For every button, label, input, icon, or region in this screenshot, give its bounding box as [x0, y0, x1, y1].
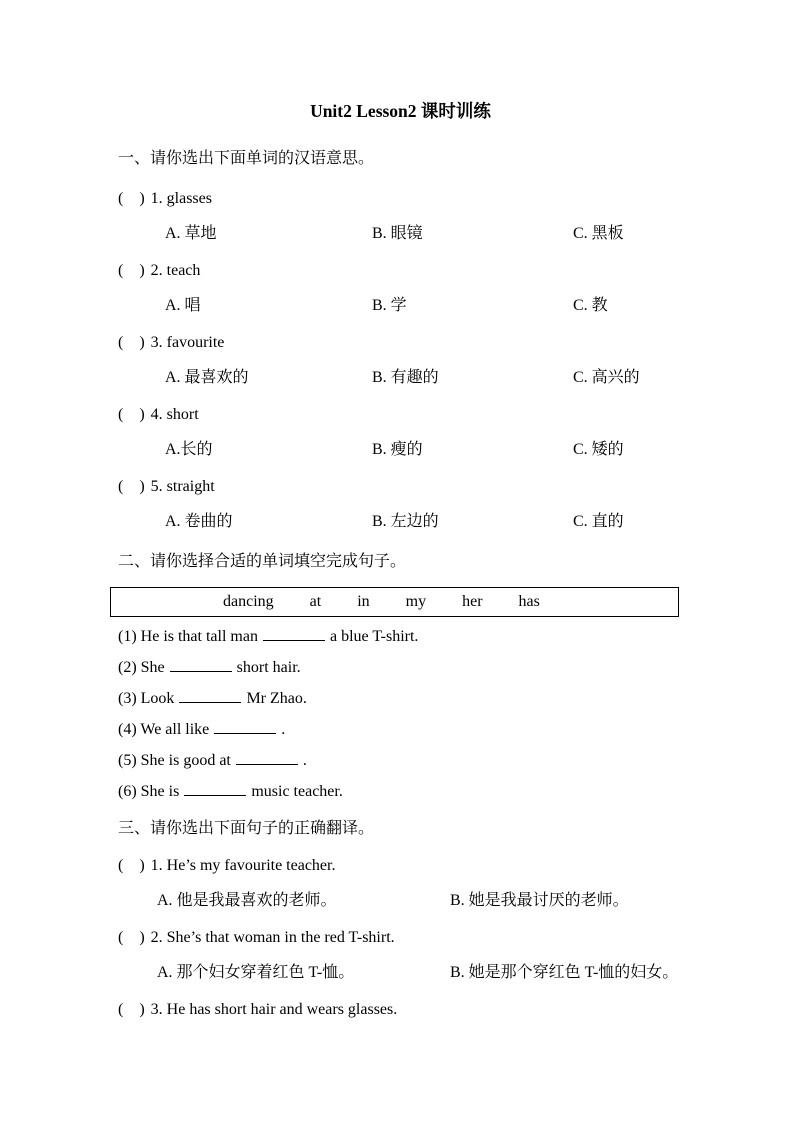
sentence-post: . — [302, 752, 307, 769]
answer-parens[interactable]: ( ) — [118, 478, 145, 495]
option-a: A. 最喜欢的 — [165, 369, 249, 386]
sentence-line — [118, 657, 683, 679]
sentence-pre: (6) She is — [118, 783, 180, 800]
option-c: C. 黑板 — [573, 225, 624, 242]
option-a: A.长的 — [165, 441, 213, 458]
word-bank-box — [110, 587, 679, 617]
page-title: Unit2 Lesson2 课时训练 — [310, 101, 491, 121]
options-row — [118, 223, 683, 245]
question-stem: 5. straight — [150, 478, 215, 495]
options-row — [118, 962, 683, 984]
answer-parens[interactable]: ( ) — [118, 190, 145, 207]
answer-parens[interactable]: ( ) — [118, 262, 145, 279]
option-c: C. 高兴的 — [573, 369, 640, 386]
option-a: A. 卷曲的 — [165, 513, 233, 530]
question-line — [118, 260, 683, 282]
options-row — [118, 295, 683, 317]
question-stem: 2. She’s that woman in the red T-shirt. — [150, 929, 395, 946]
sentence-pre: (5) She is good at — [118, 752, 231, 769]
question-stem: 1. glasses — [150, 190, 212, 207]
sentence-line — [118, 781, 683, 803]
fill-blank[interactable] — [263, 626, 325, 641]
options-row — [118, 890, 683, 912]
sentence-post: . — [281, 721, 286, 738]
options-row — [118, 511, 683, 533]
option-b: B. 有趣的 — [372, 369, 439, 386]
question-stem: 2. teach — [150, 262, 201, 279]
question-stem: 4. short — [150, 406, 199, 423]
option-b: B. 她是我最讨厌的老师。 — [450, 892, 629, 909]
fill-blank[interactable] — [214, 719, 276, 734]
option-b: B. 眼镜 — [372, 225, 423, 242]
sentence-line — [118, 688, 683, 710]
question-line — [118, 404, 683, 426]
options-row — [118, 367, 683, 389]
sentence-post: Mr Zhao. — [246, 690, 307, 707]
section1-heading: 一、请你选出下面单词的汉语意思。 — [118, 150, 375, 167]
sentence-post: short hair. — [236, 659, 301, 676]
question-line — [118, 855, 683, 877]
question-stem: 3. favourite — [150, 334, 225, 351]
section2-heading: 二、请你选择合适的单词填空完成句子。 — [118, 553, 407, 570]
option-c: C. 直的 — [573, 513, 624, 530]
sentence-pre: (3) Look — [118, 690, 175, 707]
question-line — [118, 999, 683, 1021]
sentence-pre: (1) He is that tall man — [118, 628, 258, 645]
option-a: A. 他是我最喜欢的老师。 — [157, 892, 337, 909]
sentence-line — [118, 750, 683, 772]
sentence-post: a blue T-shirt. — [329, 628, 419, 645]
answer-parens[interactable]: ( ) — [118, 1001, 145, 1018]
option-b: B. 学 — [372, 297, 407, 314]
fill-blank[interactable] — [184, 781, 246, 796]
word-bank-word: her — [462, 593, 483, 610]
option-c: C. 教 — [573, 297, 608, 314]
option-a: A. 那个妇女穿着红色 T-恤。 — [157, 964, 355, 981]
question-line — [118, 476, 683, 498]
word-bank-word: dancing — [223, 593, 274, 610]
word-bank-word: my — [405, 593, 427, 610]
word-bank-word: at — [309, 593, 322, 610]
sentence-line — [118, 626, 683, 648]
question-stem: 1. He’s my favourite teacher. — [150, 857, 336, 874]
sentence-pre: (4) We all like — [118, 721, 210, 738]
answer-parens[interactable]: ( ) — [118, 334, 145, 351]
question-line — [118, 188, 683, 210]
option-b: B. 左边的 — [372, 513, 439, 530]
question-line — [118, 332, 683, 354]
word-bank-word: has — [518, 593, 540, 610]
option-a: A. 草地 — [165, 225, 217, 242]
fill-blank[interactable] — [179, 688, 241, 703]
fill-blank[interactable] — [170, 657, 232, 672]
option-b: B. 瘦的 — [372, 441, 423, 458]
option-c: C. 矮的 — [573, 441, 624, 458]
answer-parens[interactable]: ( ) — [118, 857, 145, 874]
sentence-line — [118, 719, 683, 741]
option-b: B. 她是那个穿红色 T-恤的妇女。 — [450, 964, 679, 981]
fill-blank[interactable] — [236, 750, 298, 765]
sentence-pre: (2) She — [118, 659, 165, 676]
option-a: A. 唱 — [165, 297, 201, 314]
sentence-post: music teacher. — [251, 783, 343, 800]
question-line — [118, 927, 683, 949]
section3-heading: 三、请你选出下面句子的正确翻译。 — [118, 820, 375, 837]
question-stem: 3. He has short hair and wears glasses. — [150, 1001, 398, 1018]
word-bank-word: in — [357, 593, 370, 610]
answer-parens[interactable]: ( ) — [118, 406, 145, 423]
answer-parens[interactable]: ( ) — [118, 929, 145, 946]
options-row — [118, 439, 683, 461]
